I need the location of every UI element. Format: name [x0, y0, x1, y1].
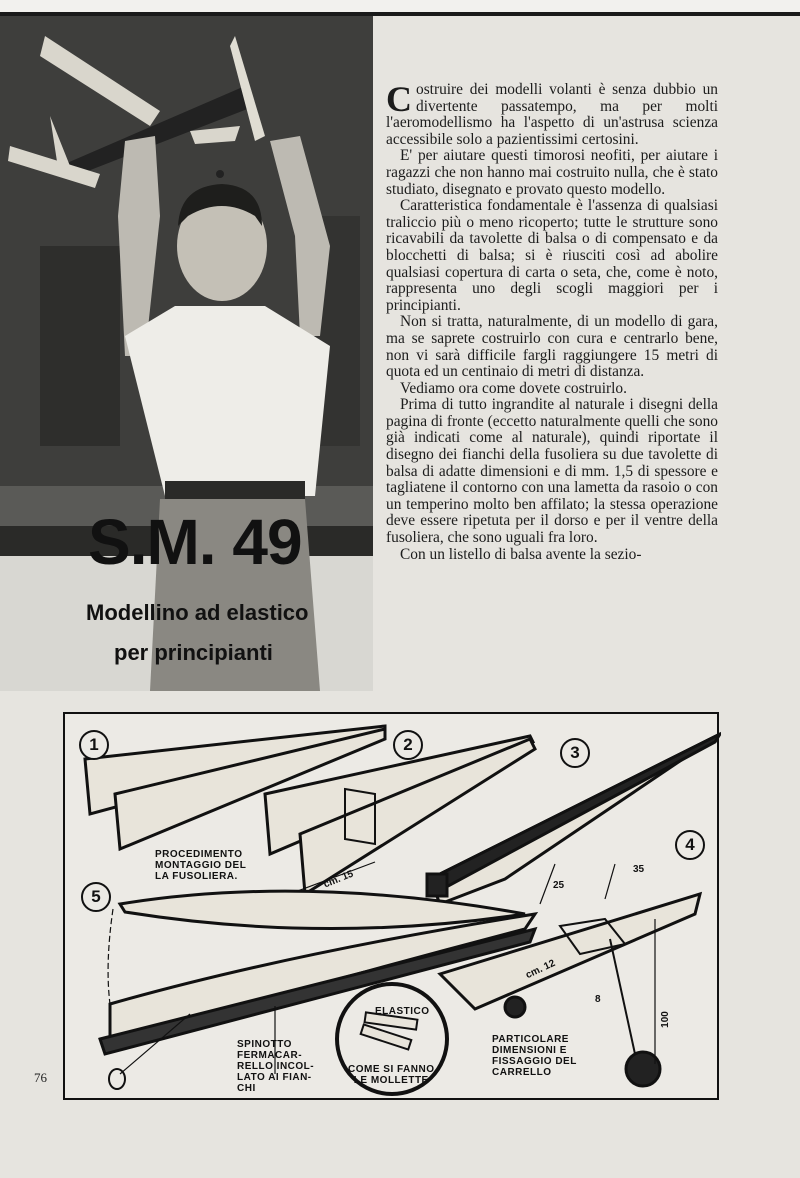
- label-line: CARRELLO: [492, 1067, 552, 1078]
- subtitle-line-1: Modellino ad elastico: [86, 600, 309, 625]
- label-line: LA FUSOLIERA.: [155, 871, 238, 882]
- article-paragraph-4: Non si tratta, naturalmente, di un modello di gara, ma se saprete costruirlo con cura e centrarlo bene, non vi sarà difficile fargli raggiungere 15 metri di quota ed un centinaio di metri di distanza.: [386, 313, 718, 381]
- label-line: PROCEDIMENTO: [155, 849, 243, 860]
- pin-detail-icon: [109, 1069, 125, 1089]
- label-line: SPINOTTO: [237, 1039, 292, 1050]
- construction-diagram: [63, 712, 719, 1100]
- label-line: CHI: [237, 1083, 256, 1094]
- step-number-4: 4: [675, 830, 705, 860]
- dimension-cm12: cm. 12: [524, 957, 558, 982]
- label-line: LATO AI FIAN-: [237, 1072, 312, 1083]
- dimension-cm15: cm. 15: [322, 868, 356, 891]
- article-paragraph-1: [386, 79, 718, 148]
- step-number-2: 2: [393, 730, 423, 760]
- label-line: COME SI FANNO: [348, 1064, 435, 1075]
- label-line: LE MOLLETTE: [353, 1075, 429, 1086]
- label-procedimento: [155, 849, 246, 882]
- article-paragraph-5: Vediamo ora come dovete costruirlo.: [400, 379, 627, 397]
- label-mollette: [348, 1064, 435, 1086]
- label-line: MONTAGGIO DEL: [155, 860, 247, 871]
- dimension-8: 8: [595, 994, 601, 1005]
- article-body: [386, 79, 718, 563]
- step-number-5: 5: [81, 882, 111, 912]
- step-number-1: 1: [79, 730, 109, 760]
- model-title: S.M. 49: [88, 506, 302, 578]
- label-line: FERMACAR-: [237, 1050, 303, 1061]
- dimension-100: 100: [659, 1011, 671, 1028]
- dimension-25: 25: [553, 880, 565, 891]
- label-spinotto: [237, 1039, 314, 1094]
- step-number-3: 3: [560, 738, 590, 768]
- label-line: FISSAGGIO DEL: [492, 1056, 577, 1067]
- paragraph-text: ostruire dei modelli volanti è senza dubbio un divertente passatempo, ma per molti l'aeromodellismo ha l'aspetto di un'astrusa scienza accessibile solo a pazientissimi certosini.: [386, 81, 718, 148]
- drop-cap: C: [386, 79, 412, 119]
- article-paragraph-2: E' per aiutare questi timorosi neofiti, per aiutare i ragazzi che non hanno mai costruito nulla, che è stato studiato, disegnato e provato questo modello.: [386, 147, 718, 198]
- article-paragraph-6: Prima di tutto ingrandite al naturale i disegni della pagina di fronte (eccetto naturalmente quelli che sono già indicati come al naturale), quindi riportate il disegno dei fianchi della fusoliera su due tavolette di balsa di adatte dimensioni e di mm. 1,5 di spessore e tagliatene il contorno con una lametta da rasoio o con un temperino molto ben affilato; la stessa operazione deve essere ripetuta per il dorso e per il ventre della fusoliera, che sono uguali fra loro.: [386, 396, 718, 547]
- label-line: DIMENSIONI E: [492, 1045, 567, 1056]
- label-line: RELLO INCOL-: [237, 1061, 315, 1072]
- article-paragraph-3: Caratteristica fondamentale è l'assenza di qualsiasi traliccio più o meno ricoperto; tutte le strutture sono ricavabili da tavolette di balsa o di compensato e da blocchetti di balsa; si è riusciti così ad abolire qualsiasi copertura di carta o seta, che, come è noto, rappresenta uno degli scogli maggiori per i principianti.: [386, 197, 718, 314]
- dimension-35: 35: [633, 864, 645, 875]
- article-paragraph-7: Con un listello di balsa avente la sezio-: [400, 545, 642, 563]
- diagram-drawings: [65, 714, 721, 1102]
- photo-illustration: [0, 16, 373, 691]
- label-particolare: [492, 1034, 577, 1078]
- label-line: PARTICOLARE: [492, 1034, 569, 1045]
- label-elastico: ELASTICO: [375, 1006, 430, 1017]
- page-number: 76: [34, 1070, 47, 1085]
- subtitle-line-2: per principianti: [114, 640, 273, 665]
- photo-boy-with-model-plane: [0, 16, 373, 691]
